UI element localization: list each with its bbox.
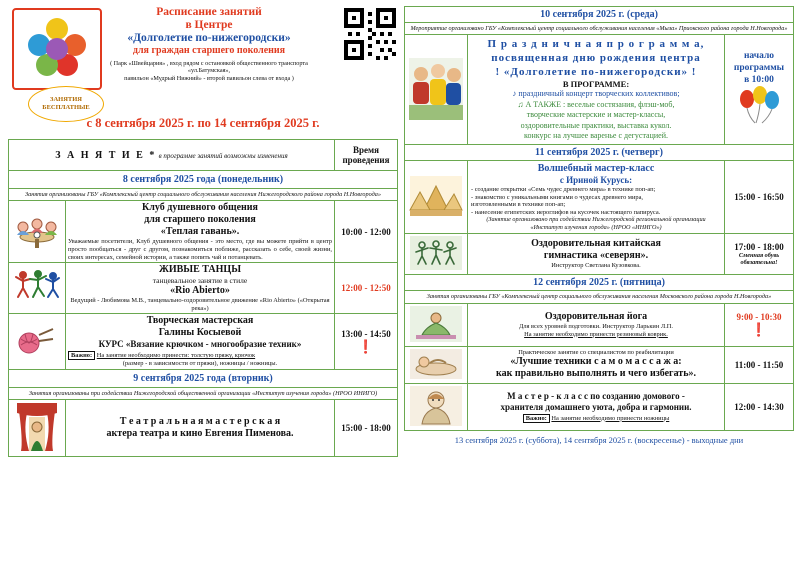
event-line-4: - нанесение египетских иероглифов на кусочек настоящего папируса.: [471, 208, 661, 216]
start-line-2: программы: [733, 62, 785, 73]
table-row: [9, 263, 398, 314]
address-line-1: ( Парк «Швейцария» , вход рядом с остановкой общественного транспорта «ул.Батумская»,: [110, 60, 308, 75]
table-row: [405, 303, 794, 346]
table-row: [405, 234, 794, 275]
important-note: [68, 352, 332, 360]
org-label: Занятия организованы ГБУ «Комплексный центр социального обслуживания населения Московского района города Н.Новгорода»: [405, 291, 794, 303]
col-time-line-1: Время: [352, 145, 379, 155]
event-time-cell: [335, 314, 398, 370]
org-row-sep9: [9, 387, 398, 399]
event-title-1: М а с т е р - к л а с с по созданию домового -: [507, 390, 685, 401]
event-title-2: как правильно выполнять и чего избегать».: [495, 368, 697, 380]
weekend-footer: 13 сентября 2025 г. (суббота), 14 сентября 2025 г. (воскресенье) - выходные дни: [454, 434, 744, 445]
event-title-1: Оздоровительная китайская: [531, 238, 661, 250]
event-title-1: Творческая мастерская: [146, 315, 254, 327]
title-line-4: для граждан старшего поколения: [132, 45, 286, 56]
center-logo: [12, 8, 102, 90]
date-row-sep10: [405, 7, 794, 23]
table-row: [9, 314, 398, 370]
org-label: Занятия организованы ГБУ «Комплексный центр социального обслуживания населения Нижегородского района города Н.Новгорода»: [9, 189, 398, 201]
col-occupation-header: [9, 140, 335, 171]
event-description: Ведущий - Любимова М.В., танцевально-оздоровительное движение «Rio Abierto» («Открытая река»): [70, 297, 330, 312]
event-time: 12:00 - 14:30: [725, 383, 794, 430]
table-row: [405, 346, 794, 383]
table-row: [405, 35, 794, 145]
right-column: [404, 6, 794, 561]
event-instructor: Инструктор Светлана Кузовкова.: [551, 262, 641, 270]
knitting-icon: [9, 314, 66, 370]
event-time: 10:00 - 12:00: [335, 201, 398, 263]
col-time-line-2: проведения: [342, 155, 390, 165]
important-text: На занятие необходимо принести ножницы: [551, 414, 670, 422]
event-title-3: «Rio Abierto»: [170, 285, 230, 297]
date-row-sep9: [9, 369, 398, 387]
event-pre: Практическое занятие со специалистом по реабилитации: [518, 348, 674, 356]
qigong-icon: [405, 234, 468, 275]
event-cell: [468, 234, 725, 275]
program-item-2: ♫ А ТАКЖЕ : веселые состязания, флэш-моб,: [517, 99, 675, 109]
col-time-header: [335, 140, 398, 171]
event-time: 13:00 - 14:50: [341, 328, 391, 339]
table-row: [9, 201, 398, 263]
event-title-2: Галины Косыевой: [158, 327, 242, 339]
event-time: 15:00 - 16:50: [725, 160, 794, 233]
date-label: 11 сентября 2025 г. (четверг): [405, 144, 794, 160]
date-label: 8 сентября 2025 года (понедельник): [9, 171, 398, 189]
program-cell: [468, 35, 725, 145]
qr-code-icon: [344, 8, 396, 60]
period-line: с 8 сентября 2025 г. по 14 сентября 2025 г.: [86, 116, 320, 130]
event-title-1: Клуб душевного общения: [142, 202, 258, 214]
col-occupation-label: З А Н Я Т И Е *: [55, 149, 157, 161]
org-row-sep12: [405, 291, 794, 303]
flower-icon: [26, 18, 88, 80]
event-time-note-1: Сменная обувь: [738, 251, 780, 259]
org-row-sep10: [405, 23, 794, 35]
dancers-icon: [9, 263, 66, 314]
event-title-2: для старшего поколения: [144, 214, 256, 226]
doll-icon: [405, 383, 468, 430]
badge-line-2: БЕСПЛАТНЫЕ: [42, 104, 90, 111]
title-line-1: Расписание занятий: [156, 6, 262, 18]
event-cell: [468, 383, 725, 430]
event-time-cell: [725, 303, 794, 346]
title-line-3: «Долголетие по-нижегородски»: [127, 32, 291, 44]
pyramids-icon: [405, 160, 468, 233]
event-cell: [66, 263, 335, 314]
event-title-2: танцевальное занятие в стиле: [152, 276, 248, 286]
date-row-sep12: [405, 275, 794, 291]
important-note: [471, 415, 721, 423]
exclamation-icon: ❗: [357, 338, 375, 354]
event-title-2: актера театра и кино Евгения Пименова.: [106, 428, 294, 440]
date-label: 10 сентября 2025 г. (среда): [405, 7, 794, 23]
event-title-3: «Теплая гавань».: [160, 226, 240, 238]
program-start-cell: [725, 35, 794, 145]
event-sub-1: Для всех уровней подготовки. Инструктор Ларькин Л.П.: [518, 322, 674, 330]
theatre-icon: [9, 400, 66, 457]
event-time-cell: [725, 234, 794, 275]
event-time: 9:00 - 10:30: [736, 311, 782, 322]
event-time: 11:00 - 11:50: [725, 346, 794, 383]
event-title-1: Т е а т р а л ь н а я м а с т е р с к а я: [119, 416, 281, 428]
important-text-2: (размер - в зависимости от пряжи), ножницы / ножницы.: [122, 360, 278, 368]
event-time: 15:00 - 18:00: [335, 400, 398, 457]
event-cell: [468, 303, 725, 346]
event-cell: [66, 314, 335, 370]
event-title-1: Оздоровительная йога: [544, 310, 648, 322]
org-label: Мероприятие организовано ГБУ «Комплексный центр социального обслуживания населения «Мыза» Приокского района города Н.Новгорода»: [405, 23, 794, 35]
event-cell: [468, 160, 725, 233]
event-line-2: - знакомство с уникальными книгами о чудесах древнего мира,: [471, 193, 644, 201]
event-title-1: «Лучшие техники с а м о м а с с а ж а:: [510, 356, 682, 368]
date-label: 12 сентября 2025 г. (пятница): [405, 275, 794, 291]
program-list-head: В ПРОГРАММЕ:: [562, 79, 630, 90]
left-schedule-table: [8, 139, 398, 457]
massage-icon: [405, 346, 468, 383]
org-label: Занятия организованы при содействии Нижегородской общественной организации «Институт изучения города» (НРОО ИНИГО): [9, 387, 398, 399]
event-time: 17:00 - 18:00: [734, 241, 784, 252]
right-schedule-table: [404, 6, 794, 431]
program-item-5: конкурс на лучшее варенье с дегустацией.: [524, 131, 668, 141]
exclamation-icon: ❗: [750, 321, 768, 337]
event-sub-2: На занятие необходимо принести резиновый коврик.: [524, 330, 668, 338]
balloons-icon: [733, 86, 785, 126]
important-label: Важно:: [68, 351, 95, 360]
event-title-2: хранителя домашнего уюта, добра и гармонии.: [500, 401, 692, 412]
program-item-1: ♪ праздничный концерт творческих коллективов;: [512, 89, 680, 99]
badge-line-1: ЗАНЯТИЯ: [50, 96, 82, 103]
event-title-1: Волшебный мастер-класс: [537, 162, 655, 174]
event-course: КУРС «Вязание крючком - многообразие техник»: [98, 339, 302, 350]
event-note: (Занятие организовано при содействии Нижегородской региональной организации «Институт изучения города» (НРОО «ИНИГО»): [486, 216, 706, 231]
table-row: [405, 383, 794, 430]
left-column: [8, 6, 398, 561]
yoga-icon: [405, 303, 468, 346]
important-label: Важно:: [523, 414, 550, 423]
col-occupation-note: в программе занятий возможны изменения: [158, 151, 288, 160]
table-header-row: [9, 140, 398, 171]
event-cell: [66, 400, 335, 457]
poster-header: [8, 6, 398, 124]
date-row-sep11: [405, 144, 794, 160]
people-photo-icon: [405, 35, 468, 145]
free-classes-badge: [28, 86, 104, 122]
tea-table-icon: [9, 201, 66, 263]
date-row-sep8: [9, 171, 398, 189]
org-row-sep8: [9, 189, 398, 201]
table-row: [9, 400, 398, 457]
program-item-4: оздоровительные практики, выставка кукол.: [520, 120, 672, 130]
program-title-2: посвященная дню рождения центра: [491, 52, 701, 65]
event-time-note-2: обязательна!: [740, 259, 778, 267]
event-line-1: - создание открытки «Семь чудес древнего мира» в технике поп-ап;: [471, 185, 656, 193]
program-title-1: П р а з д н и ч н а я п р о г р а м м а,: [487, 38, 705, 51]
important-text: На занятие необходимо принести: толстую пряжу, крючок: [96, 352, 256, 360]
table-row: [405, 160, 794, 233]
start-line-3: в 10:00: [744, 74, 774, 85]
event-line-3: изготовленными в технике поп-ап;: [471, 201, 566, 209]
title-line-2: в Центре: [185, 19, 233, 31]
event-title-2: гимнастика «северян».: [543, 250, 649, 262]
event-cell: [66, 201, 335, 263]
start-line-1: начало: [743, 50, 775, 61]
address-line-2: павильон «Мудрый Нижний» - второй павильон слева от входа ): [124, 74, 294, 82]
date-label: 9 сентября 2025 года (вторник): [9, 369, 398, 387]
event-time: 12:00 - 12:50: [335, 263, 398, 314]
program-item-3: творческие мастерские и мастер-классы,: [526, 110, 666, 120]
event-description: Уважаемые посетители, Клуб душевного общения - это место, где вы можете прийти в центр просто пообщаться - друг с другом, познакомиться поближе, рассказать о себе, своей жизни, своих интересах, семейной истории, а также попить чай и потанцевать.: [68, 238, 332, 261]
program-title-3: ! «Долголетие по-нижегородски» !: [495, 66, 697, 79]
event-cell: [468, 346, 725, 383]
event-title-2: с Ириной Курусь:: [559, 174, 633, 185]
event-title-1: ЖИВЫЕ ТАНЦЫ: [158, 264, 242, 276]
title-block: [104, 6, 314, 82]
